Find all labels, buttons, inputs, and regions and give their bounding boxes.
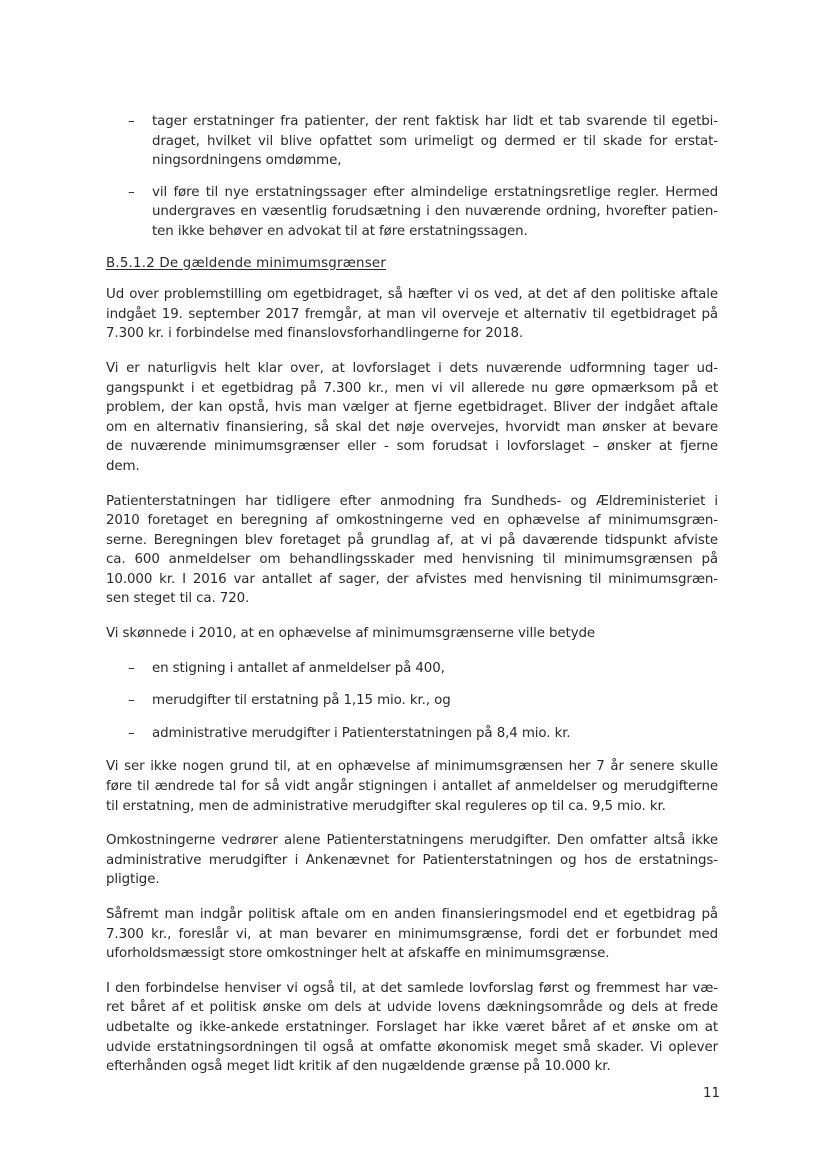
list-item-text: en stigning i antallet af anmeldelser på 400, — [152, 660, 445, 676]
text-line: efterhånden også meget lidt kritik af den nugældende grænse på 10.000 kr. — [106, 1059, 611, 1075]
estimate-list — [106, 659, 718, 744]
list-item — [106, 691, 718, 711]
text-line: Omkostningerne vedrører alene Patienterstatningens merudgifter. Den omfatter altså ikke — [106, 833, 718, 849]
text-line: pligtige. — [106, 872, 160, 888]
text-line: vil føre til nye erstatningssager efter almindelige erstatningsretlige regler. Hermed — [152, 184, 718, 200]
text-line: føre til ændrede tal for så vidt angår stigningen i antallet af anmeldelser og merudgifterne — [106, 779, 718, 795]
paragraph-text — [106, 757, 718, 816]
text-line: ningsordningens omdømme, — [152, 153, 342, 169]
section-heading: B.5.1.2 De gældende minimumsgrænser — [106, 255, 387, 271]
bullet-dash: – — [128, 693, 135, 709]
text-line: udbetalte og ikke-ankede erstatninger. Forslaget har ikke været båret af et ønske om at — [106, 1019, 718, 1035]
list-item — [106, 724, 718, 744]
page-content — [106, 112, 718, 1092]
paragraph — [106, 359, 718, 477]
paragraph-text — [106, 905, 718, 964]
list-item — [106, 659, 718, 679]
bullet-dash: – — [128, 114, 135, 129]
text-line: problem, der kan opstå, hvis man vælger at fjerne egetbidraget. Bliver der indgået aftale — [106, 400, 718, 416]
text-line: 2010 foretaget en beregning af omkostningerne ved en ophævelse af minimumsgræn- — [106, 513, 718, 529]
text-line: ret båret af et politisk ønske om dels at udvide lovens dækningsområde og dels at frede — [106, 1000, 718, 1016]
text-line: uforholdsmæssigt store omkostninger helt at afskaffe en minimumsgrænse. — [106, 946, 610, 962]
bullet-dash: – — [128, 725, 135, 741]
text-line: serne. Beregningen blev foretaget på grundlag af, at vi på daværende tidspunkt afviste — [106, 532, 718, 548]
text-line: sen steget til ca. 720. — [106, 591, 250, 607]
bullet-dash: – — [128, 184, 135, 200]
paragraph-text — [106, 359, 718, 477]
text-line: draget, hvilket vil blive opfattet som urimeligt og dermed er til skade for erstat- — [152, 133, 718, 149]
paragraph — [106, 979, 718, 1077]
paragraph — [106, 285, 718, 344]
paragraph — [106, 831, 718, 890]
paragraph-text — [106, 979, 718, 1077]
text-line: Ud over problemstilling om egetbidraget, så hæfter vi os ved, at det af den politiske aftale — [106, 287, 718, 303]
bullet-item — [106, 183, 718, 242]
text-line: til erstatning, men de administrative merudgifter skal reguleres op til ca. 9,5 mio. kr. — [106, 798, 666, 814]
text-line: Vi ser ikke nogen grund til, at en ophævelse af minimumsgrænsen her 7 år senere skulle — [106, 759, 718, 775]
text-line: Vi er naturligvis helt klar over, at lovforslaget i dets nuværende udformning tager ud- — [106, 360, 718, 376]
text-line: undergraves en væsentlig forudsætning i den nuværende ordning, hvorefter patien- — [152, 204, 718, 220]
text-line: 7.300 kr., foreslår vi, at man bevarer en minimumsgrænse, fordi det er forbundet med — [106, 926, 718, 942]
text-line: Patienterstatningen har tidligere efter anmodning fra Sundheds- og Ældreministeriet i — [106, 493, 718, 509]
text-line: de nuværende minimumsgrænser eller - som forudsat i lovforslaget – ønsker at fjerne — [106, 439, 718, 455]
text-line: tager erstatninger fra patienter, der rent faktisk har lidt et tab svarende til egetbi- — [152, 114, 718, 129]
list-item-text: merudgifter til erstatning på 1,15 mio. kr., og — [152, 693, 451, 709]
text-line: om en alternativ finansiering, så skal det nøje overvejes, hvorvidt man ønsker at bevare — [106, 419, 718, 435]
bullet-text — [152, 183, 718, 242]
text-line: administrative merudgifter i Ankenævnet for Patienterstatningen og hos de erstatnings- — [106, 852, 718, 868]
text-line: 7.300 kr. i forbindelse med finanslovsforhandlingerne for 2018. — [106, 326, 524, 342]
text-line: dem. — [106, 458, 140, 474]
paragraph-group-a — [106, 285, 718, 609]
text-line: udvide erstatningsordningen til også at omfatte økonomisk meget små skader. Vi oplever — [106, 1039, 718, 1055]
bullet-list-top — [106, 112, 718, 242]
text-line: gangspunkt i et egetbidrag på 7.300 kr., men vi vil allerede nu gøre opmærksom på et — [106, 380, 718, 396]
text-line: 10.000 kr. I 2016 var antallet af sager, der afvistes med henvisning til minimumsgræn- — [106, 571, 718, 587]
text-line: ca. 600 anmeldelser om behandlingsskader med henvisning til minimumsgrænsen på — [106, 552, 718, 568]
paragraph — [106, 757, 718, 816]
text-line: indgået 19. september 2017 fremgår, at man vil overveje et alternativ til egetbidraget på — [106, 306, 718, 322]
list-item-text: administrative merudgifter i Patienterstatningen på 8,4 mio. kr. — [152, 725, 571, 741]
paragraph-text — [106, 285, 718, 344]
paragraph — [106, 905, 718, 964]
paragraph-group-b — [106, 757, 718, 1076]
paragraph-text — [106, 492, 718, 610]
bullet-text — [152, 112, 718, 171]
text-line: I den forbindelse henviser vi også til, at det samlede lovforslag først og fremmest har væ- — [106, 980, 718, 996]
list-intro: Vi skønnede i 2010, at en ophævelse af minimumsgrænserne ville betyde — [106, 626, 596, 642]
bullet-item — [106, 112, 718, 171]
text-line: Såfremt man indgår politisk aftale om en anden finansieringsmodel end et egetbidrag på — [106, 907, 718, 922]
page-number: 11 — [702, 1086, 720, 1101]
paragraph-text — [106, 831, 718, 890]
paragraph — [106, 492, 718, 610]
text-line: ten ikke behøver en advokat til at føre erstatningssagen. — [152, 223, 528, 239]
bullet-dash: – — [128, 660, 135, 676]
